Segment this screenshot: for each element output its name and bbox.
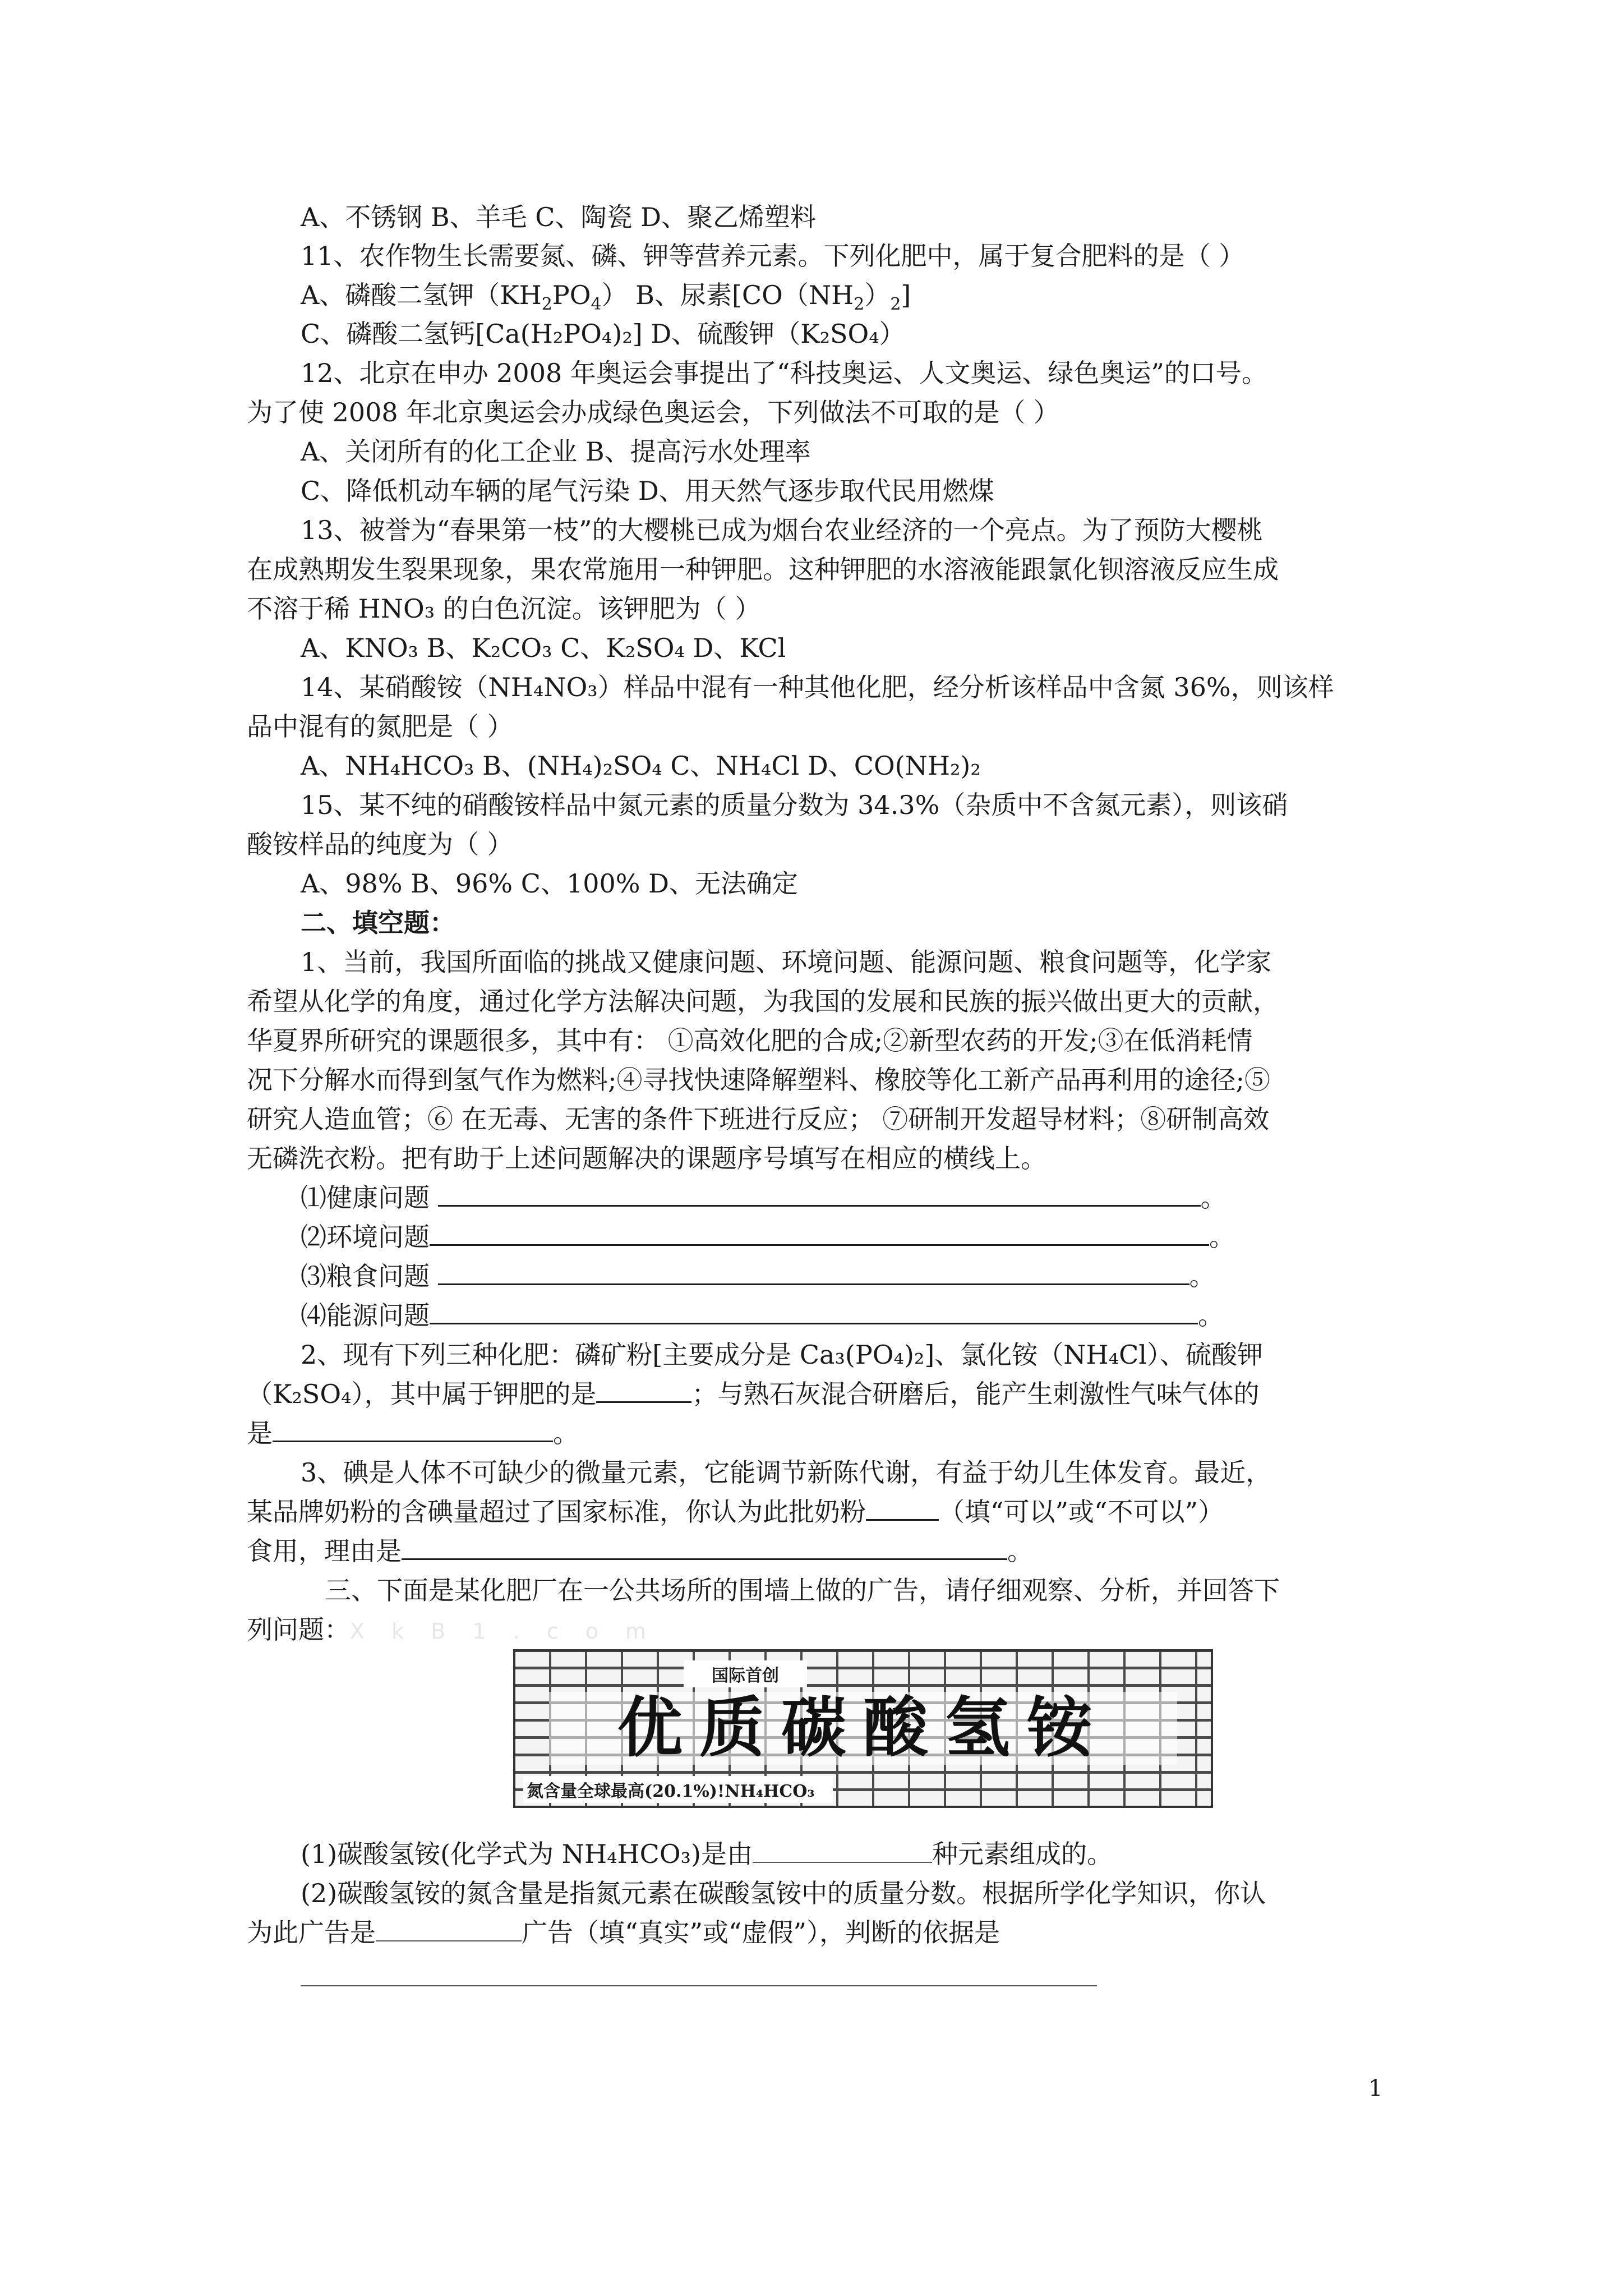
fill1-stem-2: 希望从化学的角度，通过化学方法解决问题，为我国的发展和民族的振兴做出更大的贡献， — [247, 986, 1279, 1016]
watermark-text: X k B 1 . c o m — [350, 1619, 657, 1644]
fill1-stem-4: 况下分解水而得到氢气作为燃料;④寻找快速降解塑料、橡胶等化工新产品再利用的途径;⑤ — [247, 1065, 1270, 1095]
ad-top-label: 国际首创 — [684, 1660, 807, 1687]
q11-stem: 11、农作物生长需要氮、磷、钾等营养元素。下列化肥中，属于复合肥料的是（ ） — [301, 241, 1245, 271]
ad-main-slogan: 优质碳酸氢铵 — [549, 1692, 1177, 1765]
q3-part2-stem-2: 为此广告是 广告（填“真实”或“虚假”），判断的依据是 — [247, 1913, 1391, 1952]
fill1-stem-5: 研究人造血管；⑥ 在无毒、无害的条件下班进行反应； ⑦研制开发超导材料；⑧研制高效 — [247, 1104, 1270, 1134]
q12-options-ab: A、关闭所有的化工企业 B、提高污水处理率 — [301, 436, 811, 467]
q15-stem-1: 15、某不纯的硝酸铵样品中氮元素的质量分数为 34.3%（杂质中不含氮元素），则该硝 — [301, 790, 1288, 820]
fill2-stem-3: 是 。 — [247, 1414, 1391, 1453]
health-answer-blank[interactable] — [438, 1178, 1201, 1207]
q14-stem-1: 14、某硝酸铵（NH₄NO₃）样品中混有一种其他化肥，经分析该样品中含氮 36%，则该样 — [301, 672, 1334, 702]
fill2-stem-2: （K₂SO₄），其中属于钾肥的是 ；与熟石灰混合研磨后，能产生刺激性气味气体的 — [247, 1374, 1391, 1414]
fill1-stem-6: 无磷洗衣粉。把有助于上述问题解决的课题序号填写在相应的横线上。 — [247, 1143, 1046, 1174]
q13-stem-1: 13、被誉为“春果第一枝”的大樱桃已成为烟台农业经济的一个亮点。为了预防大樱桃 — [301, 515, 1263, 545]
section-2-heading: 二、填空题： — [301, 908, 455, 938]
q12-stem-1: 12、北京在申办 2008 年奥运会事提出了“科技奥运、人文奥运、绿色奥运”的口号。 — [301, 358, 1267, 388]
fill1-health: ⑴健康问题 。 — [301, 1178, 1391, 1217]
milk-powder-answer-blank[interactable] — [866, 1492, 939, 1521]
section-3-stem-1: 三、下面是某化肥厂在一公共场所的围墙上做的广告，请仔细观察、分析，并回答下 — [325, 1575, 1280, 1605]
q11-options-cd: C、磷酸二氢钙[Ca(H₂PO₄)₂] D、硫酸钾（K₂SO₄） — [301, 319, 905, 349]
q13-options: A、KNO₃ B、K₂CO₃ C、K₂SO₄ D、KCl — [301, 633, 786, 663]
environment-answer-blank[interactable] — [430, 1217, 1209, 1246]
q14-options: A、NH₄HCO₃ B、(NH₄)₂SO₄ C、NH₄Cl D、CO(NH₂)₂ — [301, 751, 981, 781]
q13-stem-2: 在成熟期发生裂果现象，果农常施用一种钾肥。这种钾肥的水溶液能跟氯化钡溶液反应生成 — [247, 554, 1279, 585]
food-answer-blank[interactable] — [438, 1257, 1189, 1285]
fill1-food: ⑶粮食问题 。 — [301, 1257, 1391, 1296]
q11-options-ab: A、磷酸二氢钾$(KH_2PO_4)$ B、尿素$[CO(NH_2)_2]$ — [301, 280, 911, 314]
q15-stem-2: 酸铵样品的纯度为（ ） — [247, 829, 513, 859]
fill1-environment: ⑵环境问题 。 — [301, 1217, 1391, 1257]
q12-options-cd: C、降低机动车辆的尾气污染 D、用天然气逐步取代民用燃煤 — [301, 476, 994, 506]
true-false-answer-blank[interactable] — [376, 1913, 522, 1941]
reason-answer-blank[interactable] — [402, 1531, 1007, 1560]
page-number: 1 — [1368, 2076, 1383, 2101]
q14-stem-2: 品中混有的氮肥是（ ） — [247, 711, 513, 742]
q15-options: A、98% B、96% C、100% D、无法确定 — [301, 868, 798, 899]
fill1-stem-3: 华夏界所研究的课题很多，其中有： ①高效化肥的合成;②新型农药的开发;③在低消耗情 — [247, 1025, 1253, 1056]
q12-stem-2: 为了使 2008 年北京奥运会办成绿色奥运会，下列做法不可取的是（ ） — [247, 397, 1059, 427]
ad-bottom-label: 氮含量全球最高(20.1%)!NH₄HCO₃ — [523, 1776, 833, 1803]
q13-stem-3: 不溶于稀 HNO₃ 的白色沉淀。该钾肥为（ ） — [247, 593, 761, 624]
energy-answer-blank[interactable] — [430, 1296, 1198, 1324]
element-count-answer-blank[interactable] — [753, 1835, 932, 1863]
fill3-stem-1: 3、碘是人体不可缺少的微量元素，它能调节新陈代谢，有益于幼儿生体发育。最近， — [301, 1457, 1272, 1488]
section-3-stem-2: 列问题：X k B 1 . c o m — [247, 1614, 657, 1645]
fill2-stem-1: 2、现有下列三种化肥：磷矿粉[主要成分是 Ca₃(PO₄)₂]、氯化铵（NH₄Cl）、硫酸钾 — [301, 1340, 1263, 1370]
gas-fertilizer-answer-blank[interactable] — [273, 1414, 553, 1442]
q10-options: A、不锈钢 B、羊毛 C、陶瓷 D、聚乙烯塑料 — [301, 202, 816, 232]
q3-basis-line — [301, 1958, 1391, 1997]
fill1-stem-1: 1、当前，我国所面临的挑战又健康问题、环境问题、能源问题、粮食问题等，化学家 — [301, 947, 1272, 977]
fill1-energy: ⑷能源问题 。 — [301, 1296, 1391, 1335]
q3-part2-stem-1: (2)碳酸氢铵的氮含量是指氮元素在碳酸氢铵中的质量分数。根据所学化学知识，你认 — [301, 1878, 1266, 1908]
fill3-stem-3: 食用，理由是 。 — [247, 1531, 1391, 1571]
wall-advertisement-image — [513, 1649, 1213, 1808]
basis-answer-blank[interactable] — [301, 1958, 1097, 1986]
q3-part1: (1)碳酸氢铵(化学式为 NH₄HCO₃)是由 种元素组成的。 — [301, 1834, 1391, 1874]
fill3-stem-2: 某品牌奶粉的含碘量超过了国家标准，你认为此批奶粉 （填“可以”或“不可以”） — [247, 1492, 1391, 1531]
potash-answer-blank[interactable] — [596, 1374, 691, 1403]
